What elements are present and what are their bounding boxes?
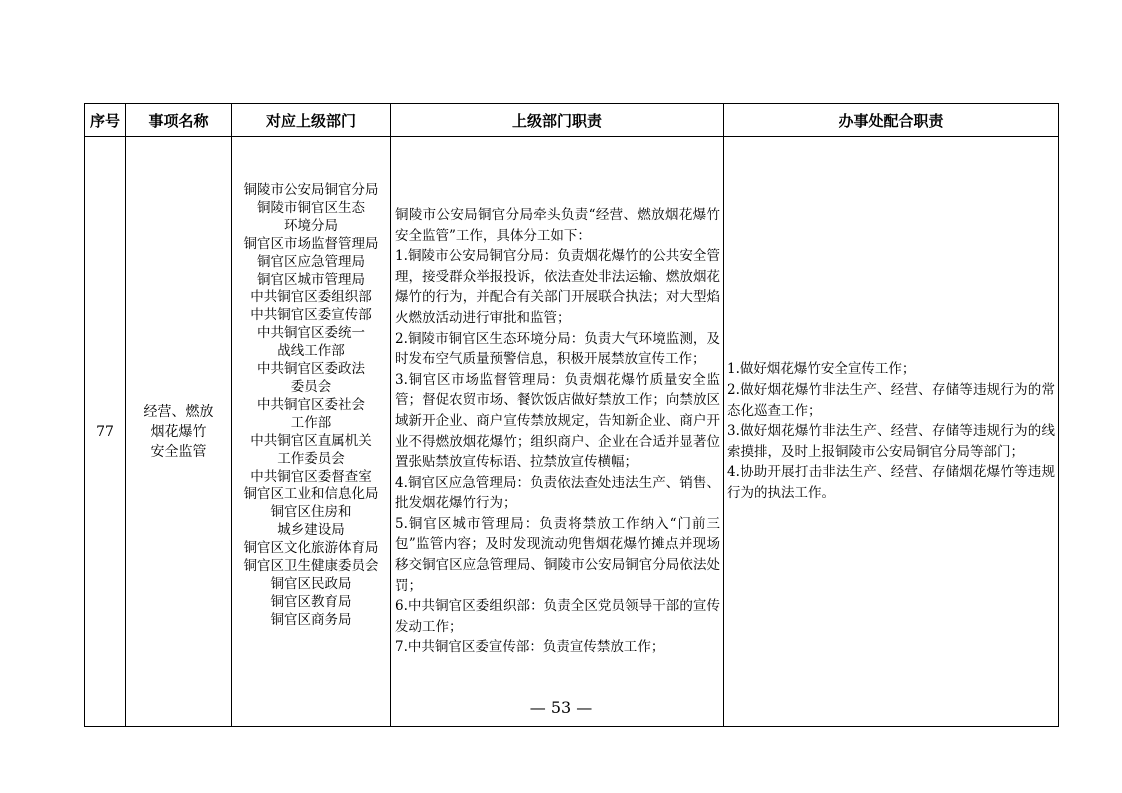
dept-line: 工作部 xyxy=(290,414,332,431)
dept-line: 中共铜官区直属机关 xyxy=(250,432,372,449)
dept-line: 铜官区应急管理局 xyxy=(257,253,365,270)
dept-line: 铜官区卫生健康委员会 xyxy=(243,558,379,575)
duty-paragraph: 4.铜官区应急管理局：负责依法查处违法生产、销售、批发烟花爆竹行为； xyxy=(395,474,720,512)
dept-line: 城乡建设局 xyxy=(277,522,345,539)
header-item-name: 事项名称 xyxy=(126,104,232,137)
dept-line: 中共铜官区委政法 xyxy=(257,361,365,378)
dept-line: 工作委员会 xyxy=(277,450,345,467)
dept-line: 铜官区住房和 xyxy=(270,504,352,521)
cell-office-duties xyxy=(724,137,1059,727)
table-row xyxy=(85,137,1059,727)
dept-line: 委员会 xyxy=(290,378,332,395)
dept-line: 铜陵市铜官区生态 xyxy=(257,199,365,216)
dept-line: 铜官区商务局 xyxy=(270,611,352,628)
item-name-line: 烟花爆竹 xyxy=(150,423,207,440)
coop-paragraph: 1.做好烟花爆竹安全宣传工作； xyxy=(727,361,916,378)
dept-line: 铜官区城市管理局 xyxy=(257,271,365,288)
page-number: — 53 — xyxy=(529,698,593,717)
item-name-line: 安全监管 xyxy=(150,443,207,460)
header-seq: 序号 xyxy=(85,104,126,137)
coop-paragraph: 2.做好烟花爆竹非法生产、经营、存储等违规行为的常态化巡查工作； xyxy=(727,382,1055,419)
duty-paragraph: 7.中共铜官区委宣传部：负责宣传禁放工作； xyxy=(395,639,665,656)
header-office-duties: 办事处配合职责 xyxy=(724,104,1059,137)
cell-seq: 77 xyxy=(85,137,126,727)
header-upper-duties: 上级部门职责 xyxy=(391,104,724,137)
dept-line: 中共铜官区委督查室 xyxy=(250,468,372,485)
duty-paragraph: 1.铜陵市公安局铜官分局：负责烟花爆竹的公共安全管理，接受群众举报投诉，依法查处非法运输、燃放烟花爆竹的行为，并配合有关部门开展联合执法；对大型焰火燃放活动进行审批和监管； xyxy=(395,248,720,326)
dept-line: 中共铜官区委组织部 xyxy=(250,289,372,306)
dept-line: 铜官区民政局 xyxy=(270,575,352,592)
duty-paragraph: 3.铜官区市场监督管理局：负责烟花爆竹质量安全监管；督促农贸市场、餐饮饭店做好禁放工作；向禁放区域新开企业、商户宣传禁放规定，告知新企业、商户开业不得燃放烟花爆竹；组织商户、企业在合适并显著位置张贴禁放宣传标语、拉禁放宣传横幅； xyxy=(395,371,720,471)
dept-line: 铜官区市场监督管理局 xyxy=(243,235,379,252)
table-header-row xyxy=(85,104,1059,137)
dept-line: 铜官区工业和信息化局 xyxy=(243,486,379,503)
dept-line: 战线工作部 xyxy=(277,343,345,360)
coop-paragraph: 3.做好烟花爆竹非法生产、经营、存储等违规行为的线索摸排，及时上报铜陵市公安局铜官分局等部门； xyxy=(727,423,1055,460)
duty-paragraph: 铜陵市公安局铜官分局牵头负责“经营、燃放烟花爆竹安全监管”工作，具体分工如下： xyxy=(395,206,720,244)
cell-item-name xyxy=(126,137,232,727)
duty-paragraph: 5.铜官区城市管理局：负责将禁放工作纳入“门前三包”监管内容；及时发现流动兜售烟花爆竹摊点并现场移交铜官区应急管理局、铜陵市公安局铜官分局依法处罚； xyxy=(395,515,720,594)
item-name-line: 经营、燃放 xyxy=(143,403,214,420)
dept-line: 铜陵市公安局铜官分局 xyxy=(243,182,379,198)
duty-paragraph: 6.中共铜官区委组织部：负责全区党员领导干部的宣传发动工作； xyxy=(395,598,720,635)
dept-line: 中共铜官区委宣传部 xyxy=(250,307,372,324)
dept-line: 中共铜官区委统一 xyxy=(257,325,365,342)
dept-line: 中共铜官区委社会 xyxy=(257,396,365,413)
cell-upper-duties xyxy=(391,137,724,727)
header-upper-depts: 对应上级部门 xyxy=(232,104,391,137)
dept-line: 环境分局 xyxy=(284,217,338,234)
cell-upper-depts xyxy=(232,137,391,727)
dept-line: 铜官区文化旅游体育局 xyxy=(243,540,379,557)
duty-paragraph: 2.铜陵市铜官区生态环境分局：负责大气环境监测，及时发布空气质量预警信息，积极开展禁放宣传工作； xyxy=(395,330,720,368)
coop-paragraph: 4.协助开展打击非法生产、经营、存储烟花爆竹等违规行为的执法工作。 xyxy=(727,464,1055,501)
dept-line: 铜官区教育局 xyxy=(270,593,352,610)
responsibility-table xyxy=(84,103,1059,727)
